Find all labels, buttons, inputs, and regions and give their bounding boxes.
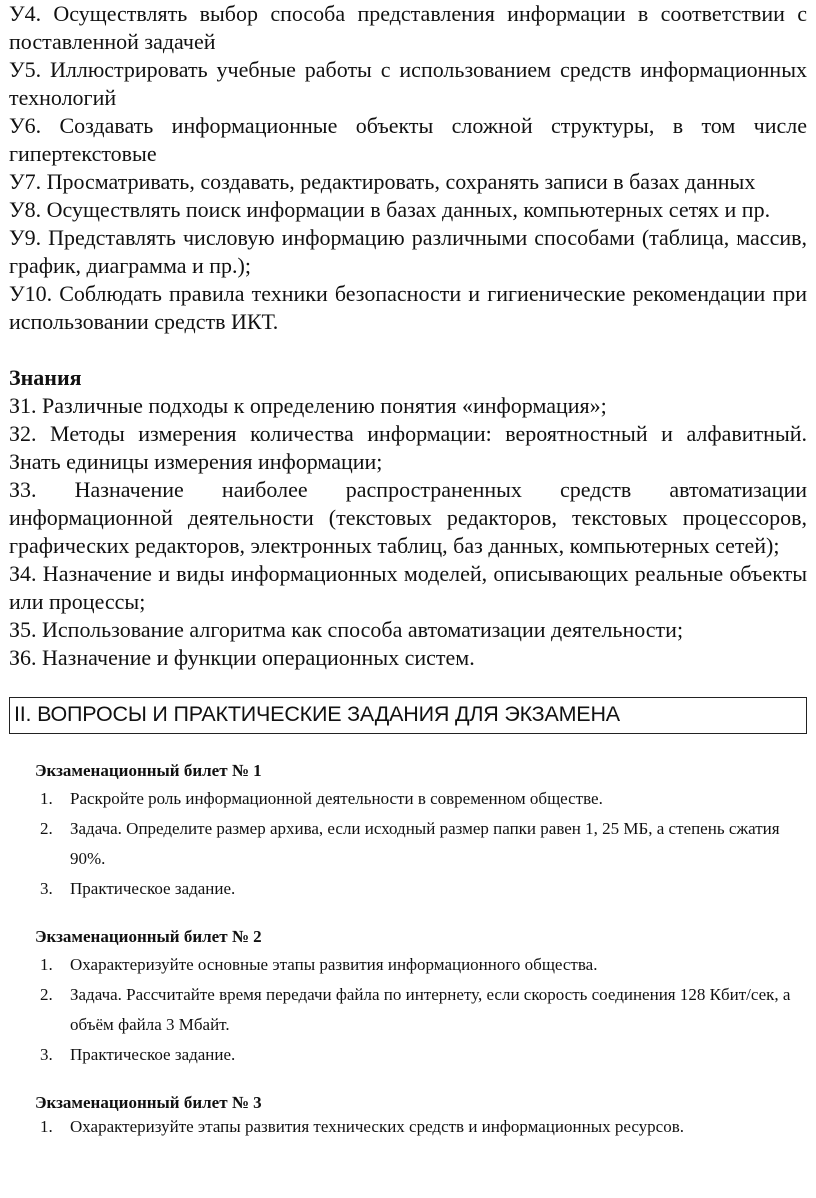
skill-item: У5. Иллюстрировать учебные работы с использованием средств информационных технологий (9, 57, 807, 110)
knowledge-item: З5. Использование алгоритма как способа автоматизации деятельности; (9, 617, 684, 642)
ticket-question (35, 814, 810, 874)
skill-item: У6. Создавать информационные объекты сложной структуры, в том числе гипертекстовые (9, 113, 807, 166)
ticket-title: Экзаменационный билет № 3 (35, 1093, 262, 1112)
ticket-question (35, 950, 810, 980)
section-title: II. ВОПРОСЫ И ПРАКТИЧЕСКИЕ ЗАДАНИЯ ДЛЯ ЭКЗАМЕНА (9, 697, 807, 734)
ticket-title: Экзаменационный билет № 1 (35, 761, 262, 780)
question-text: Охарактеризуйте основные этапы развития информационного общества. (70, 955, 598, 974)
ticket-question (35, 874, 810, 904)
question-number: 1. (40, 955, 53, 974)
skills-list (9, 0, 807, 336)
question-number: 2. (40, 985, 53, 1004)
ticket-question-list (35, 784, 810, 904)
knowledge-item: З6. Назначение и функции операционных систем. (9, 645, 475, 670)
skill-item: У7. Просматривать, создавать, редактировать, сохранять записи в базах данных (9, 169, 756, 194)
question-text: Задача. Рассчитайте время передачи файла по интернету, если скорость соединения 128 Кбит/сек, а объём файла 3 Мбайт. (70, 985, 791, 1034)
question-text: Раскройте роль информационной деятельности в современном обществе. (70, 789, 603, 808)
exam-ticket-2 (35, 926, 810, 1070)
question-text: Практическое задание. (70, 1045, 236, 1064)
ticket-question-list (35, 950, 810, 1070)
question-number: 3. (40, 1045, 53, 1064)
document-page (9, 0, 807, 1138)
ticket-question (35, 1040, 810, 1070)
skill-item: У10. Соблюдать правила техники безопасности и гигиенические рекомендации при использовании средств ИКТ. (9, 281, 807, 334)
skill-item: У9. Представлять числовую информацию различными способами (таблица, массив, график, диаграмма и пр.); (9, 225, 807, 278)
ticket-question-list (35, 1116, 810, 1138)
exam-ticket-1 (35, 760, 810, 904)
knowledge-item: З2. Методы измерения количества информации: вероятностный и алфавитный. Знать единицы измерения информации; (9, 421, 807, 474)
knowledge-section (9, 364, 807, 672)
knowledge-heading: Знания (9, 365, 82, 390)
question-text: Охарактеризуйте этапы развития технических средств и информационных ресурсов. (70, 1117, 684, 1136)
knowledge-item: З3. Назначение наиболее распространенных средств автоматизации информационной деятельности (текстовых редакторов, текстовых процессоров, графических редакторов, электронных таблиц, баз данных, компьютерных сетей); (9, 477, 807, 558)
question-number: 2. (40, 819, 53, 838)
ticket-question (35, 784, 810, 814)
question-number: 1. (40, 789, 53, 808)
question-number: 3. (40, 879, 53, 898)
question-number: 1. (40, 1117, 53, 1136)
ticket-question (35, 980, 810, 1040)
skill-item: У4. Осуществлять выбор способа представления информации в соответствии с поставленной задачей (9, 1, 807, 54)
question-text: Практическое задание. (70, 879, 236, 898)
skill-item: У8. Осуществлять поиск информации в базах данных, компьютерных сетях и пр. (9, 197, 771, 222)
ticket-question (35, 1116, 810, 1138)
ticket-title: Экзаменационный билет № 2 (35, 927, 262, 946)
question-text: Задача. Определите размер архива, если исходный размер папки равен 1, 25 МБ, а степень сжатия 90%. (70, 819, 780, 868)
exam-ticket-3 (35, 1092, 810, 1138)
knowledge-item: З4. Назначение и виды информационных моделей, описывающих реальные объекты или процессы; (9, 561, 807, 614)
knowledge-item: З1. Различные подходы к определению понятия «информация»; (9, 393, 607, 418)
